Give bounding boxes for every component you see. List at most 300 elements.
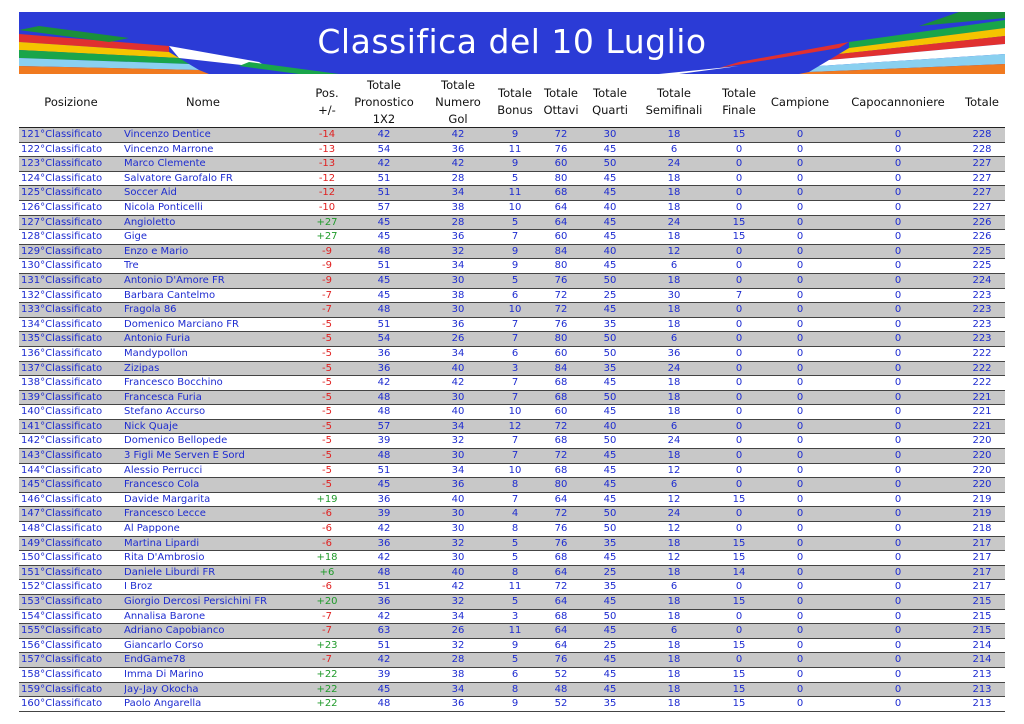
cell-pos-change: +27 [316, 216, 338, 228]
cell-capocannoniere: 0 [894, 566, 902, 578]
cell-capocannoniere: 0 [894, 216, 902, 228]
cell-pronostico-1x2: 42 [377, 654, 391, 666]
cell-finale: 0 [735, 610, 743, 622]
cell-pronostico-1x2: 45 [377, 216, 391, 228]
cell-posizione: 151°Classificato [21, 566, 103, 578]
cell-capocannoniere: 0 [894, 260, 902, 272]
cell-posizione: 133°Classificato [21, 304, 103, 316]
cell-capocannoniere: 0 [894, 493, 902, 505]
cell-posizione: 148°Classificato [21, 523, 103, 535]
cell-capocannoniere: 0 [894, 639, 902, 651]
cell-quarti: 50 [603, 274, 617, 286]
table-row [19, 405, 1005, 420]
cell-posizione: 156°Classificato [21, 639, 103, 651]
cell-posizione: 128°Classificato [21, 231, 103, 243]
cell-pos-change: -12 [318, 187, 336, 199]
table-row [19, 551, 1005, 566]
cell-pronostico-1x2: 42 [377, 552, 391, 564]
cell-finale: 14 [732, 566, 746, 578]
cell-posizione: 124°Classificato [21, 172, 103, 184]
cell-campione: 0 [796, 698, 804, 710]
cell-finale: 0 [735, 362, 743, 374]
cell-ottavi: 72 [554, 289, 568, 301]
cell-bonus: 5 [511, 552, 519, 564]
cell-finale: 0 [735, 347, 743, 359]
cell-semifinali: 24 [667, 435, 681, 447]
cell-ottavi: 76 [554, 537, 568, 549]
cell-posizione: 155°Classificato [21, 625, 103, 637]
cell-posizione: 154°Classificato [21, 610, 103, 622]
title-banner [19, 12, 1005, 74]
cell-finale: 15 [732, 698, 746, 710]
cell-bonus: 7 [511, 450, 519, 462]
cell-capocannoniere: 0 [894, 625, 902, 637]
cell-bonus: 4 [511, 508, 519, 520]
cell-pos-change: +22 [316, 683, 338, 695]
cell-pos-change: -5 [322, 435, 332, 447]
cell-campione: 0 [796, 318, 804, 330]
cell-numero-gol: 42 [451, 581, 465, 593]
cell-nome: Imma Di Marino [124, 668, 204, 680]
cell-capocannoniere: 0 [894, 231, 902, 243]
cell-ottavi: 64 [554, 639, 568, 651]
cell-quarti: 35 [603, 698, 617, 710]
table-row [19, 624, 1005, 639]
cell-capocannoniere: 0 [894, 523, 902, 535]
cell-pronostico-1x2: 36 [377, 347, 391, 359]
cell-semifinali: 30 [667, 289, 681, 301]
cell-nome: Gige [124, 231, 148, 243]
cell-finale: 0 [735, 172, 743, 184]
cell-pos-change: -9 [322, 245, 332, 257]
cell-posizione: 150°Classificato [21, 552, 103, 564]
cell-nome: Giorgio Dercosi Persichini FR [124, 596, 268, 607]
cell-ottavi: 68 [554, 377, 568, 389]
table-row [19, 143, 1005, 158]
cell-bonus: 7 [511, 377, 519, 389]
table-row [19, 289, 1005, 304]
cell-ottavi: 72 [554, 508, 568, 520]
cell-pronostico-1x2: 57 [377, 420, 391, 432]
cell-finale: 0 [735, 523, 743, 535]
cell-numero-gol: 40 [451, 406, 465, 418]
cell-totale: 221 [972, 406, 992, 418]
cell-nome: Zizipas [124, 362, 160, 374]
cell-semifinali: 18 [667, 172, 681, 184]
cell-bonus: 10 [508, 304, 522, 316]
cell-ottavi: 76 [554, 274, 568, 286]
cell-pos-change: +20 [316, 596, 338, 607]
cell-posizione: 159°Classificato [21, 683, 103, 695]
header-bonus: Totale Bonus [497, 86, 533, 117]
cell-pos-change: -5 [322, 450, 332, 462]
table-row [19, 420, 1005, 435]
cell-ottavi: 72 [554, 581, 568, 593]
table-row [19, 128, 1005, 143]
table-row [19, 259, 1005, 274]
header-pos-change: Pos. +/- [315, 86, 339, 117]
cell-totale: 227 [972, 158, 992, 170]
cell-finale: 0 [735, 391, 743, 403]
cell-quarti: 50 [603, 435, 617, 447]
cell-finale: 0 [735, 479, 743, 491]
cell-numero-gol: 28 [451, 654, 465, 666]
cell-pos-change: -5 [322, 420, 332, 432]
cell-totale: 215 [972, 596, 992, 607]
cell-pronostico-1x2: 48 [377, 450, 391, 462]
cell-nome: Antonio Furia [124, 333, 191, 345]
cell-totale: 225 [972, 260, 992, 272]
header-numero-gol: Totale Numero Gol [435, 77, 481, 126]
cell-semifinali: 12 [667, 523, 681, 535]
cell-pos-change: -12 [318, 172, 336, 184]
cell-quarti: 50 [603, 158, 617, 170]
cell-campione: 0 [796, 668, 804, 680]
cell-semifinali: 18 [667, 391, 681, 403]
cell-numero-gol: 30 [451, 552, 465, 564]
cell-ottavi: 64 [554, 625, 568, 637]
cell-nome: Jay-Jay Okocha [124, 683, 199, 695]
cell-campione: 0 [796, 493, 804, 505]
cell-quarti: 45 [603, 304, 617, 316]
cell-capocannoniere: 0 [894, 143, 902, 155]
cell-pos-change: -10 [318, 201, 336, 213]
cell-campione: 0 [796, 537, 804, 549]
cell-posizione: 132°Classificato [21, 289, 103, 301]
table-row [19, 478, 1005, 493]
cell-pronostico-1x2: 36 [377, 537, 391, 549]
cell-quarti: 45 [603, 493, 617, 505]
cell-ottavi: 80 [554, 172, 568, 184]
cell-campione: 0 [796, 333, 804, 345]
cell-pronostico-1x2: 48 [377, 406, 391, 418]
cell-finale: 15 [732, 668, 746, 680]
cell-posizione: 149°Classificato [21, 537, 103, 549]
cell-campione: 0 [796, 391, 804, 403]
cell-posizione: 144°Classificato [21, 464, 103, 476]
table-row [19, 683, 1005, 698]
cell-bonus: 5 [511, 216, 519, 228]
cell-semifinali: 6 [670, 333, 678, 345]
cell-bonus: 12 [508, 420, 522, 432]
cell-nome: Enzo e Mario [124, 245, 189, 257]
cell-bonus: 7 [511, 318, 519, 330]
cell-quarti: 45 [603, 143, 617, 155]
cell-numero-gol: 28 [451, 216, 465, 228]
cell-quarti: 35 [603, 537, 617, 549]
cell-bonus: 11 [508, 625, 522, 637]
cell-nome: Stefano Accurso [124, 406, 206, 418]
cell-pos-change: -5 [322, 391, 332, 403]
cell-posizione: 152°Classificato [21, 581, 103, 593]
cell-campione: 0 [796, 639, 804, 651]
cell-semifinali: 18 [667, 187, 681, 199]
cell-bonus: 7 [511, 391, 519, 403]
cell-nome: Marco Clemente [124, 158, 206, 170]
cell-ottavi: 60 [554, 158, 568, 170]
cell-bonus: 5 [511, 172, 519, 184]
cell-quarti: 50 [603, 347, 617, 359]
cell-finale: 15 [732, 216, 746, 228]
table-header [19, 77, 1005, 128]
cell-semifinali: 18 [667, 668, 681, 680]
cell-semifinali: 18 [667, 129, 681, 140]
cell-bonus: 8 [511, 523, 519, 535]
cell-bonus: 6 [511, 668, 519, 680]
cell-quarti: 25 [603, 289, 617, 301]
cell-semifinali: 24 [667, 508, 681, 520]
cell-pronostico-1x2: 42 [377, 610, 391, 622]
cell-semifinali: 36 [667, 347, 681, 359]
cell-campione: 0 [796, 596, 804, 607]
cell-campione: 0 [796, 464, 804, 476]
table-row [19, 697, 1005, 712]
cell-capocannoniere: 0 [894, 129, 902, 140]
cell-quarti: 50 [603, 610, 617, 622]
cell-capocannoniere: 0 [894, 377, 902, 389]
cell-nome: Martina Lipardi [124, 537, 200, 549]
cell-capocannoniere: 0 [894, 610, 902, 622]
cell-nome: Francesca Furia [124, 391, 202, 403]
cell-capocannoniere: 0 [894, 187, 902, 199]
cell-finale: 0 [735, 420, 743, 432]
cell-totale: 214 [972, 639, 992, 651]
cell-semifinali: 24 [667, 216, 681, 228]
table-row [19, 522, 1005, 537]
cell-pronostico-1x2: 42 [377, 129, 391, 140]
cell-quarti: 45 [603, 260, 617, 272]
cell-posizione: 158°Classificato [21, 668, 103, 680]
cell-campione: 0 [796, 523, 804, 535]
cell-numero-gol: 36 [451, 698, 465, 710]
cell-bonus: 10 [508, 201, 522, 213]
cell-quarti: 45 [603, 625, 617, 637]
cell-campione: 0 [796, 260, 804, 272]
cell-capocannoniere: 0 [894, 596, 902, 607]
cell-numero-gol: 34 [451, 187, 465, 199]
cell-semifinali: 18 [667, 698, 681, 710]
cell-numero-gol: 26 [451, 625, 465, 637]
cell-posizione: 134°Classificato [21, 318, 103, 330]
cell-capocannoniere: 0 [894, 289, 902, 301]
cell-ottavi: 64 [554, 201, 568, 213]
cell-ottavi: 64 [554, 596, 568, 607]
cell-capocannoniere: 0 [894, 508, 902, 520]
header-semifinali: Totale Semifinali [645, 86, 703, 117]
cell-ottavi: 68 [554, 391, 568, 403]
cell-bonus: 10 [508, 464, 522, 476]
cell-capocannoniere: 0 [894, 552, 902, 564]
cell-quarti: 30 [603, 129, 617, 140]
cell-pronostico-1x2: 42 [377, 523, 391, 535]
standings-table [19, 128, 1005, 712]
cell-nome: Alessio Perrucci [124, 464, 203, 476]
cell-bonus: 7 [511, 435, 519, 447]
cell-totale: 219 [972, 508, 992, 520]
cell-pos-change: -13 [318, 143, 336, 155]
cell-campione: 0 [796, 245, 804, 257]
header-quarti: Totale Quarti [592, 86, 628, 117]
cell-pronostico-1x2: 51 [377, 581, 391, 593]
cell-totale: 213 [972, 668, 992, 680]
cell-bonus: 11 [508, 187, 522, 199]
cell-nome: Vincenzo Dentice [124, 129, 211, 140]
cell-numero-gol: 32 [451, 537, 465, 549]
cell-quarti: 45 [603, 596, 617, 607]
cell-numero-gol: 38 [451, 289, 465, 301]
cell-semifinali: 12 [667, 464, 681, 476]
cell-pronostico-1x2: 63 [377, 625, 391, 637]
table-row [19, 610, 1005, 625]
cell-numero-gol: 38 [451, 668, 465, 680]
cell-finale: 0 [735, 464, 743, 476]
cell-pronostico-1x2: 48 [377, 245, 391, 257]
cell-quarti: 45 [603, 552, 617, 564]
cell-capocannoniere: 0 [894, 158, 902, 170]
cell-ottavi: 76 [554, 143, 568, 155]
cell-nome: Angioletto [124, 216, 176, 228]
cell-capocannoniere: 0 [894, 537, 902, 549]
cell-pos-change: -7 [322, 304, 332, 316]
cell-totale: 215 [972, 625, 992, 637]
cell-posizione: 142°Classificato [21, 435, 103, 447]
cell-pos-change: -7 [322, 654, 332, 666]
cell-finale: 0 [735, 304, 743, 316]
cell-semifinali: 6 [670, 420, 678, 432]
cell-posizione: 138°Classificato [21, 377, 103, 389]
cell-semifinali: 12 [667, 493, 681, 505]
cell-totale: 217 [972, 581, 992, 593]
cell-pos-change: -5 [322, 333, 332, 345]
table-row [19, 274, 1005, 289]
cell-finale: 15 [732, 552, 746, 564]
cell-semifinali: 18 [667, 683, 681, 695]
cell-ottavi: 72 [554, 450, 568, 462]
header-totale: Totale [965, 94, 999, 109]
cell-pos-change: +6 [319, 566, 335, 578]
cell-semifinali: 6 [670, 479, 678, 491]
cell-semifinali: 18 [667, 639, 681, 651]
cell-bonus: 5 [511, 654, 519, 666]
cell-finale: 0 [735, 625, 743, 637]
cell-pos-change: -13 [318, 158, 336, 170]
cell-semifinali: 18 [667, 610, 681, 622]
cell-semifinali: 18 [667, 450, 681, 462]
cell-nome: Domenico Marciano FR [124, 318, 240, 330]
cell-ottavi: 60 [554, 406, 568, 418]
table-row [19, 493, 1005, 508]
cell-campione: 0 [796, 362, 804, 374]
cell-finale: 0 [735, 201, 743, 213]
cell-capocannoniere: 0 [894, 668, 902, 680]
cell-quarti: 45 [603, 683, 617, 695]
cell-quarti: 45 [603, 406, 617, 418]
table-row [19, 653, 1005, 668]
cell-pos-change: -6 [322, 508, 332, 520]
header-pronostico-1x2: Totale Pronostico 1X2 [354, 77, 414, 126]
cell-pos-change: -5 [322, 479, 332, 491]
cell-pronostico-1x2: 36 [377, 596, 391, 607]
cell-pos-change: -5 [322, 377, 332, 389]
cell-totale: 217 [972, 537, 992, 549]
cell-nome: Vincenzo Marrone [124, 143, 214, 155]
cell-numero-gol: 36 [451, 231, 465, 243]
table-row [19, 434, 1005, 449]
cell-finale: 0 [735, 450, 743, 462]
cell-campione: 0 [796, 143, 804, 155]
cell-pronostico-1x2: 54 [377, 333, 391, 345]
cell-quarti: 40 [603, 201, 617, 213]
cell-totale: 222 [972, 347, 992, 359]
cell-posizione: 131°Classificato [21, 274, 103, 286]
cell-numero-gol: 42 [451, 129, 465, 140]
cell-pronostico-1x2: 51 [377, 318, 391, 330]
cell-finale: 0 [735, 260, 743, 272]
cell-semifinali: 18 [667, 274, 681, 286]
cell-nome: Salvatore Garofalo FR [124, 172, 233, 184]
cell-campione: 0 [796, 304, 804, 316]
table-row [19, 537, 1005, 552]
cell-quarti: 45 [603, 172, 617, 184]
cell-pronostico-1x2: 45 [377, 683, 391, 695]
cell-pronostico-1x2: 57 [377, 201, 391, 213]
cell-totale: 226 [972, 231, 992, 243]
cell-semifinali: 6 [670, 581, 678, 593]
cell-bonus: 8 [511, 566, 519, 578]
cell-pos-change: -6 [322, 537, 332, 549]
cell-bonus: 7 [511, 333, 519, 345]
cell-bonus: 6 [511, 289, 519, 301]
cell-numero-gol: 32 [451, 596, 465, 607]
cell-campione: 0 [796, 274, 804, 286]
header-capocannoniere: Capocannoniere [851, 94, 945, 109]
cell-pos-change: -9 [322, 274, 332, 286]
cell-totale: 217 [972, 552, 992, 564]
cell-ottavi: 84 [554, 245, 568, 257]
cell-posizione: 145°Classificato [21, 479, 103, 491]
cell-numero-gol: 40 [451, 566, 465, 578]
cell-quarti: 50 [603, 391, 617, 403]
cell-semifinali: 18 [667, 318, 681, 330]
cell-pos-change: +18 [316, 552, 338, 564]
cell-posizione: 140°Classificato [21, 406, 103, 418]
cell-bonus: 5 [511, 596, 519, 607]
table-row [19, 376, 1005, 391]
cell-bonus: 6 [511, 347, 519, 359]
cell-nome: Adriano Capobianco [124, 625, 225, 637]
cell-capocannoniere: 0 [894, 654, 902, 666]
cell-finale: 0 [735, 435, 743, 447]
cell-campione: 0 [796, 654, 804, 666]
cell-pos-change: +19 [316, 493, 338, 505]
cell-quarti: 35 [603, 581, 617, 593]
cell-capocannoniere: 0 [894, 172, 902, 184]
table-row [19, 507, 1005, 522]
table-row [19, 186, 1005, 201]
cell-finale: 0 [735, 318, 743, 330]
cell-finale: 0 [735, 274, 743, 286]
cell-semifinali: 18 [667, 377, 681, 389]
cell-quarti: 45 [603, 377, 617, 389]
cell-totale: 217 [972, 566, 992, 578]
cell-numero-gol: 38 [451, 201, 465, 213]
cell-capocannoniere: 0 [894, 274, 902, 286]
cell-ottavi: 68 [554, 610, 568, 622]
cell-posizione: 122°Classificato [21, 143, 103, 155]
cell-capocannoniere: 0 [894, 304, 902, 316]
cell-quarti: 50 [603, 523, 617, 535]
cell-totale: 221 [972, 420, 992, 432]
